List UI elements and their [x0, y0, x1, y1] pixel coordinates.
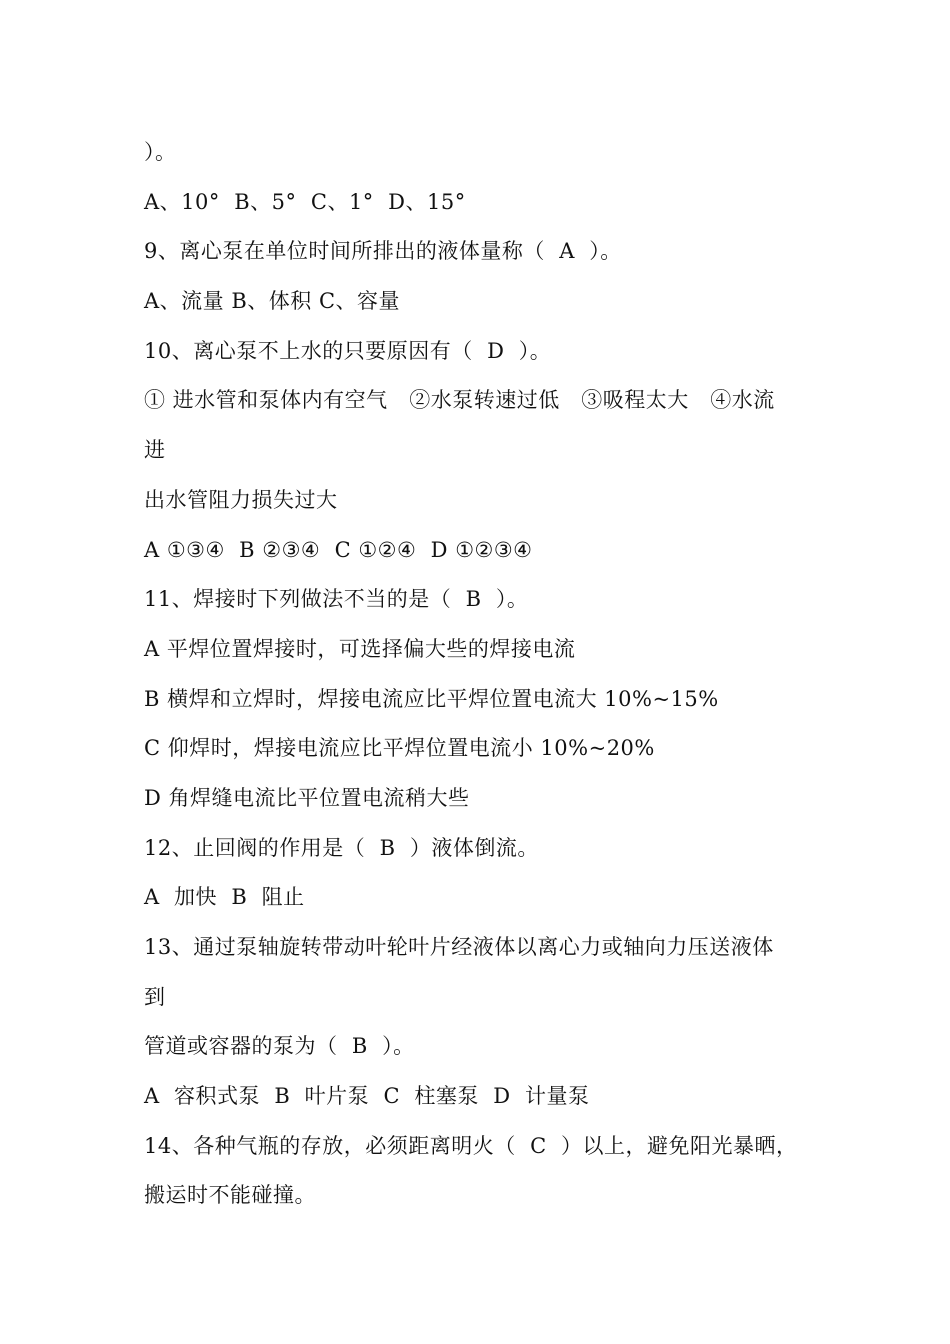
question-10-items-tail: 进 [144, 438, 166, 463]
document-body [144, 128, 834, 1221]
question-13-line-2: 管道或容器的泵为（ B ）。 [144, 1034, 415, 1059]
text-line-2: A、10° B、5° C、1° D、15° [144, 189, 466, 214]
question-10-items-line-1: ① 进水管和泵体内有空气 ②水泵转速过低 ③吸程太大 ④水流 [144, 388, 775, 413]
question-11-option-c: C 仰焊时，焊接电流应比平焊位置电流小 10%~20% [144, 736, 655, 761]
question-13-options: A 容积式泵 B 叶片泵 C 柱塞泵 D 计量泵 [144, 1084, 590, 1109]
question-10-options: A ①③④ B ②③④ C ①②④ D ①②③④ [144, 537, 533, 562]
question-12-options: A 加快 B 阻止 [144, 885, 305, 910]
question-13-tail: 到 [144, 984, 166, 1009]
question-11-option-b: B 横焊和立焊时，焊接电流应比平焊位置电流大 10%~15% [144, 686, 719, 711]
question-13-line-1: 13、通过泵轴旋转带动叶轮叶片经液体以离心力或轴向力压送液体 [144, 935, 774, 959]
question-11-option-d: D 角焊缝电流比平位置电流稍大些 [144, 785, 470, 810]
question-14-line-1: 14、各种气瓶的存放，必须距离明火（ C ）以上，避免阳光暴晒， [144, 1133, 798, 1158]
question-9-options: A、流量 B、体积 C、容量 [144, 289, 401, 314]
question-9: 9、离心泵在单位时间所排出的液体量称（ A ）。 [144, 239, 622, 264]
question-12: 12、止回阀的作用是（ B ）液体倒流。 [144, 835, 539, 860]
question-10-items-line-2: 出水管阻力损失过大 [144, 487, 338, 512]
question-11: 11、焊接时下列做法不当的是（ B ）。 [144, 587, 529, 612]
question-14-line-2: 搬运时不能碰撞。 [144, 1183, 316, 1208]
question-11-option-a: A 平焊位置焊接时，可选择偏大些的焊接电流 [144, 636, 576, 661]
text-line-1: ）。 [144, 140, 177, 164]
question-10: 10、离心泵不上水的只要原因有（ D ）。 [144, 338, 552, 363]
